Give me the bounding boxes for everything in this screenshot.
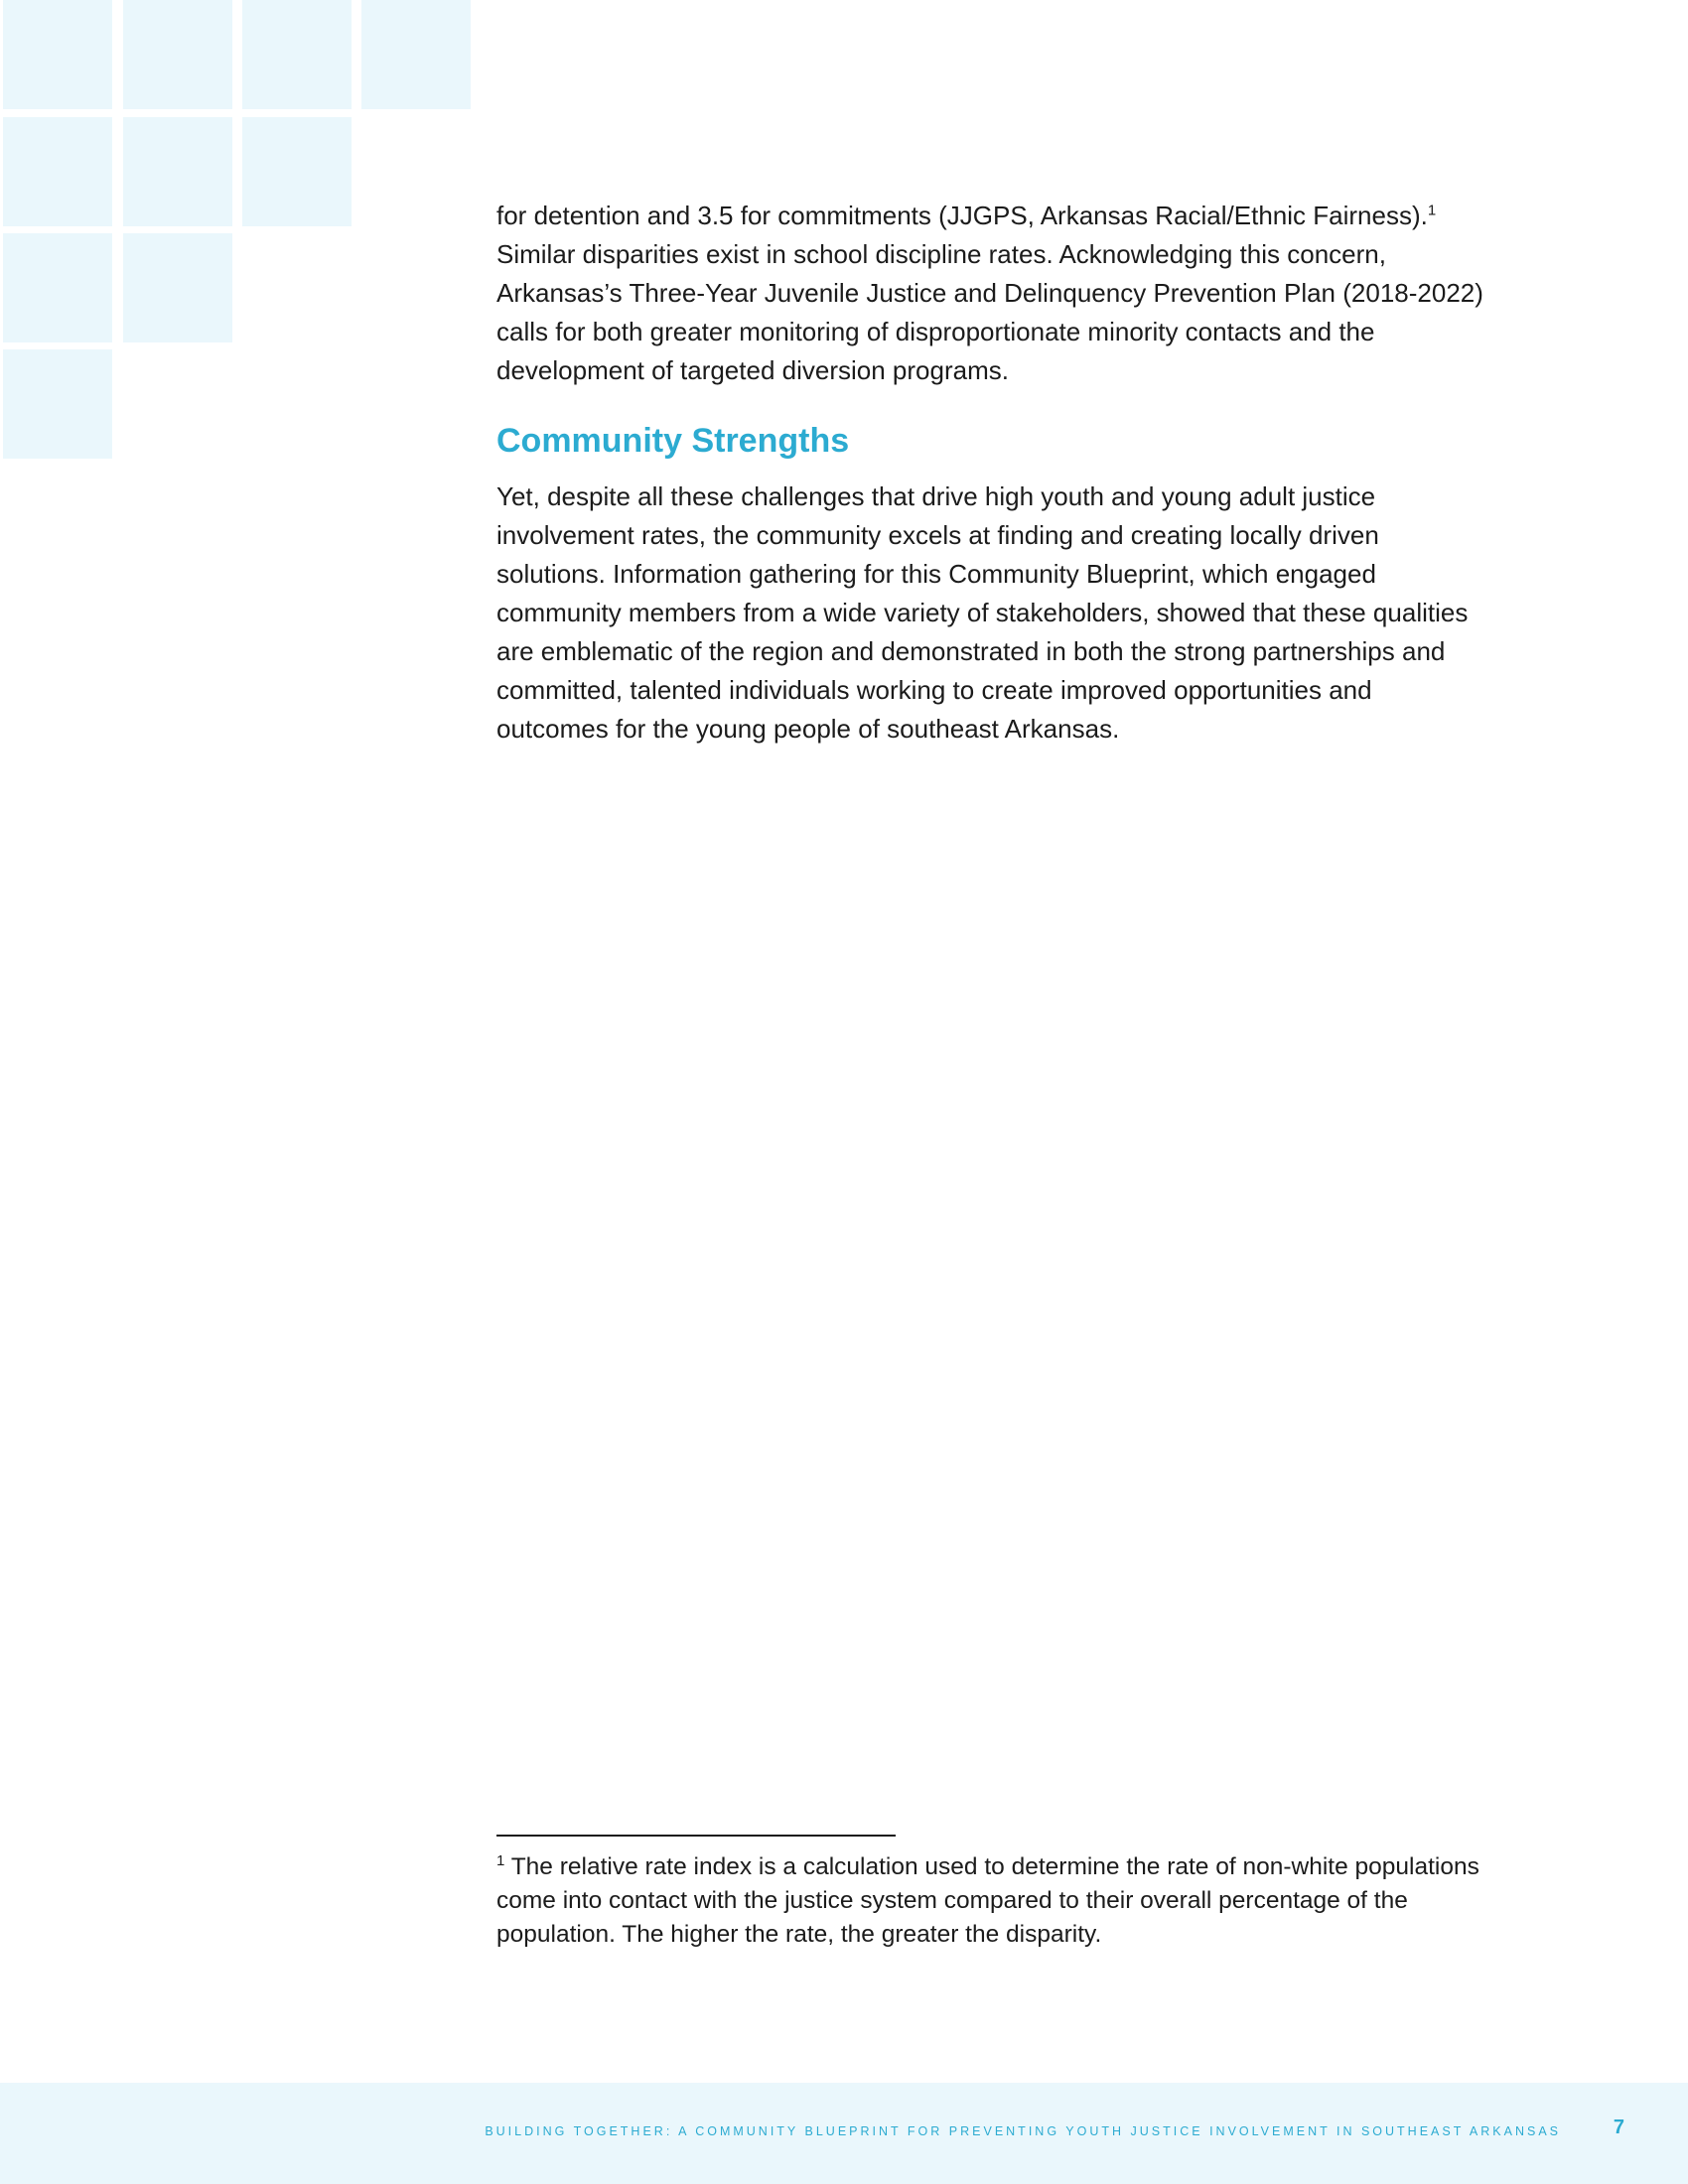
footnote [496, 1850, 1489, 1952]
footer-document-title: BUILDING TOGETHER: A COMMUNITY BLUEPRINT FOR PREVENTING YOUTH JUSTICE INVOLVEMENT IN SOUTHEAST ARKANSAS [485, 2124, 1561, 2138]
decorative-tile [3, 233, 112, 342]
decorative-tile [123, 0, 232, 109]
decorative-tile [242, 0, 352, 109]
decorative-tile [123, 117, 232, 226]
footnote-divider [496, 1835, 896, 1837]
body-paragraph-2: Yet, despite all these challenges that drive high youth and young adult justice involvement rates, the community excels at finding and creating locally driven solutions. Information gathering for this Community Blueprint, which engaged community members from a wide variety of stakeholders, showed that these qualities are emblematic of the region and demonstrated in both the strong partnerships and committed, talented individuals working to create improved opportunities and outcomes for the young people of southeast Arkansas. [496, 481, 1469, 744]
decorative-tile [3, 117, 112, 226]
section-heading-community-strengths: Community Strengths [496, 422, 850, 460]
decorative-tile [123, 233, 232, 342]
decorative-tile-grid [0, 0, 477, 467]
page-number: 7 [1613, 2116, 1624, 2138]
decorative-tile [242, 117, 352, 226]
paragraph-1-text: for detention and 3.5 for commitments (JJGPS, Arkansas Racial/Ethnic Fairness). [496, 201, 1428, 230]
body-paragraph-1 [496, 197, 1489, 390]
footnote-text: The relative rate index is a calculation used to determine the rate of non-white populations come into contact with the justice system compared to their overall percentage of the population. The higher the rate, the greater the disparity. [496, 1853, 1479, 1948]
footnote-marker: 1 [496, 1851, 505, 1869]
main-content [496, 197, 1489, 749]
decorative-tile [3, 349, 112, 459]
decorative-tile [361, 0, 471, 109]
page-footer [0, 2083, 1688, 2184]
decorative-tile [3, 0, 112, 109]
paragraph-1-continuation: Similar disparities exist in school discipline rates. Acknowledging this concern, Arkansas’s Three-Year Juvenile Justice and Delinquency Prevention Plan (2018-2022) calls for both greater monitoring of disproportionate minority contacts and the development of targeted diversion programs. [496, 239, 1483, 385]
footnote-reference[interactable]: 1 [1427, 202, 1437, 219]
